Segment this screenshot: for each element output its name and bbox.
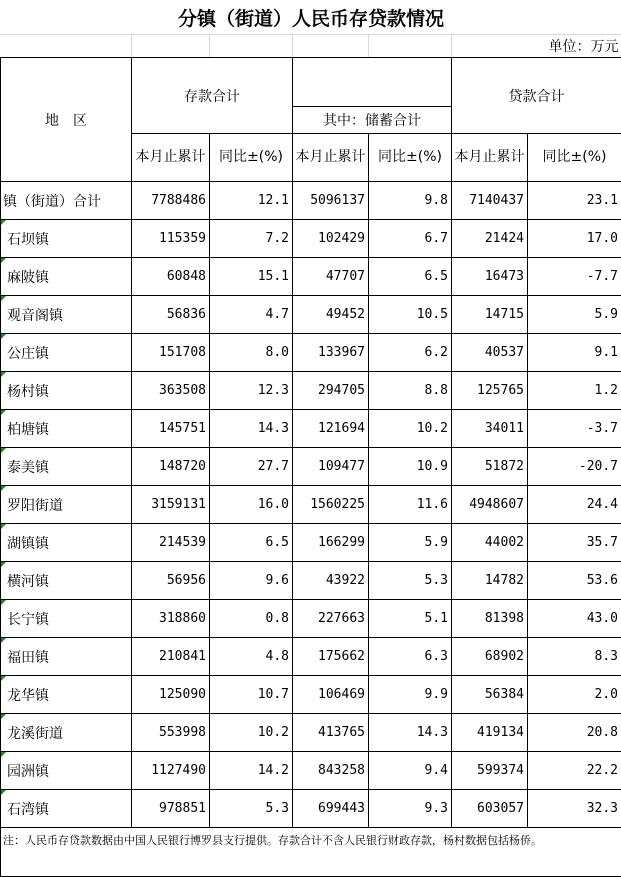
- deposit-yoy-cell[interactable]: 7.2: [210, 220, 293, 258]
- loan-cumulative-cell[interactable]: 603057: [452, 790, 528, 828]
- cell-marker-icon: [1, 562, 6, 567]
- deposit-cumulative-cell[interactable]: 7788486: [132, 182, 210, 220]
- loan-yoy-cell[interactable]: 53.6: [528, 562, 621, 600]
- table-row: [1, 714, 621, 752]
- loan-yoy-cell[interactable]: 20.8: [528, 714, 621, 752]
- deposit-cumulative-cell[interactable]: 214539: [132, 524, 210, 562]
- savings-cumulative-cell[interactable]: 109477: [293, 448, 369, 486]
- table-row: [1, 182, 621, 220]
- region-name: 石湾镇: [7, 802, 49, 818]
- loan-yoy-cell[interactable]: 24.4: [528, 486, 621, 524]
- savings-yoy-cell[interactable]: 11.6: [369, 486, 452, 524]
- table-row: [1, 676, 621, 714]
- savings-cumulative-cell[interactable]: 102429: [293, 220, 369, 258]
- deposit-cumulative-cell[interactable]: 145751: [132, 410, 210, 448]
- header-savings: 其中：储蓄合计: [293, 107, 452, 134]
- savings-yoy-cell[interactable]: 5.1: [369, 600, 452, 638]
- blank-cell[interactable]: [132, 35, 210, 58]
- savings-cumulative-cell[interactable]: 133967: [293, 334, 369, 372]
- region-name-cell[interactable]: [1, 258, 132, 296]
- deposit-cumulative-cell[interactable]: 210841: [132, 638, 210, 676]
- blank-cell[interactable]: [369, 35, 452, 58]
- table-row: [1, 600, 621, 638]
- savings-yoy-cell[interactable]: 8.8: [369, 372, 452, 410]
- region-name-cell[interactable]: [1, 182, 132, 220]
- table-row: [1, 562, 621, 600]
- region-name-cell[interactable]: [1, 600, 132, 638]
- loan-yoy-cell[interactable]: 8.3: [528, 638, 621, 676]
- cell-marker-icon: [1, 410, 6, 415]
- deposit-yoy-cell[interactable]: 8.0: [210, 334, 293, 372]
- savings-cumulative-cell[interactable]: 49452: [293, 296, 369, 334]
- cell-marker-icon: [1, 296, 6, 301]
- deposit-yoy-cell[interactable]: 0.8: [210, 600, 293, 638]
- savings-cumulative-cell[interactable]: 5096137: [293, 182, 369, 220]
- deposit-cumulative-cell[interactable]: 3159131: [132, 486, 210, 524]
- region-name: 杨村镇: [7, 384, 49, 400]
- savings-yoy-cell[interactable]: 9.8: [369, 182, 452, 220]
- cell-marker-icon: [1, 676, 6, 681]
- region-name: 泰美镇: [7, 460, 49, 476]
- deposit-yoy-cell[interactable]: 10.7: [210, 676, 293, 714]
- table-row: [1, 334, 621, 372]
- loan-cumulative-cell[interactable]: 21424: [452, 220, 528, 258]
- loan-cumulative-cell[interactable]: 599374: [452, 752, 528, 790]
- savings-cumulative-cell[interactable]: 43922: [293, 562, 369, 600]
- region-name-cell[interactable]: [1, 220, 132, 258]
- table-row: [1, 752, 621, 790]
- region-name: 横河镇: [7, 574, 49, 590]
- loan-cumulative-cell[interactable]: 40537: [452, 334, 528, 372]
- savings-cumulative-cell[interactable]: 843258: [293, 752, 369, 790]
- deposit-cumulative-cell[interactable]: 1127490: [132, 752, 210, 790]
- savings-cumulative-cell[interactable]: 121694: [293, 410, 369, 448]
- deposit-yoy-cell[interactable]: 4.8: [210, 638, 293, 676]
- deposit-cumulative-cell[interactable]: 56956: [132, 562, 210, 600]
- savings-cumulative-cell[interactable]: 227663: [293, 600, 369, 638]
- deposit-yoy-cell[interactable]: 4.7: [210, 296, 293, 334]
- savings-yoy-cell[interactable]: 6.5: [369, 258, 452, 296]
- loan-cumulative-cell[interactable]: 51872: [452, 448, 528, 486]
- header-yoy: 同比±(%): [369, 134, 452, 182]
- cell-marker-icon: [1, 334, 6, 339]
- deposit-yoy-cell[interactable]: 14.2: [210, 752, 293, 790]
- loan-cumulative-cell[interactable]: 81398: [452, 600, 528, 638]
- region-name: 麻陂镇: [7, 270, 49, 286]
- deposit-yoy-cell[interactable]: 9.6: [210, 562, 293, 600]
- cell-marker-icon: [1, 752, 6, 757]
- deposit-cumulative-cell[interactable]: 125090: [132, 676, 210, 714]
- loan-yoy-cell[interactable]: 5.9: [528, 296, 621, 334]
- loan-yoy-cell[interactable]: 23.1: [528, 182, 621, 220]
- savings-cumulative-cell[interactable]: 106469: [293, 676, 369, 714]
- savings-yoy-cell[interactable]: 6.2: [369, 334, 452, 372]
- savings-cumulative-cell[interactable]: 699443: [293, 790, 369, 828]
- header-region: 地 区: [1, 58, 132, 182]
- footnote: 注：人民币存贷款数据由中国人民银行博罗县支行提供。存款合计不含人民银行财政存款，杨村数据包括杨侨。: [1, 828, 621, 877]
- savings-cumulative-cell[interactable]: 175662: [293, 638, 369, 676]
- savings-yoy-cell[interactable]: 9.4: [369, 752, 452, 790]
- savings-yoy-cell[interactable]: 10.5: [369, 296, 452, 334]
- deposit-cumulative-cell[interactable]: 56836: [132, 296, 210, 334]
- savings-cumulative-cell[interactable]: 413765: [293, 714, 369, 752]
- header-yoy: 同比±(%): [528, 134, 621, 182]
- deposit-yoy-cell[interactable]: 12.3: [210, 372, 293, 410]
- deposit-yoy-cell[interactable]: 5.3: [210, 790, 293, 828]
- savings-yoy-cell[interactable]: 5.9: [369, 524, 452, 562]
- savings-yoy-cell[interactable]: 6.7: [369, 220, 452, 258]
- region-name: 镇（街道）合计: [3, 194, 101, 210]
- region-name-cell[interactable]: [1, 638, 132, 676]
- region-name: 柏塘镇: [7, 422, 49, 438]
- table-title: 分镇（街道）人民币存贷款情况: [1, 0, 621, 35]
- header-cumulative: 本月止累计: [293, 134, 369, 182]
- loan-yoy-cell[interactable]: 17.0: [528, 220, 621, 258]
- deposit-cumulative-cell[interactable]: 148720: [132, 448, 210, 486]
- region-name: 石坝镇: [7, 232, 49, 248]
- table-row: [1, 638, 621, 676]
- cell-marker-icon: [1, 524, 6, 529]
- deposit-cumulative-cell[interactable]: 318860: [132, 600, 210, 638]
- savings-yoy-cell[interactable]: 9.3: [369, 790, 452, 828]
- region-name-cell[interactable]: [1, 676, 132, 714]
- cell-marker-icon: [1, 258, 6, 263]
- table-row: [1, 486, 621, 524]
- deposit-yoy-cell[interactable]: 10.2: [210, 714, 293, 752]
- cell-marker-icon: [1, 448, 6, 453]
- table-row: [1, 220, 621, 258]
- loan-cumulative-cell[interactable]: 419134: [452, 714, 528, 752]
- deposit-cumulative-cell[interactable]: 363508: [132, 372, 210, 410]
- cell-marker-icon: [1, 638, 6, 643]
- cell-marker-icon: [1, 486, 6, 491]
- header-loan-total: 贷款合计: [452, 58, 621, 134]
- header-blank: [293, 58, 452, 107]
- loan-yoy-cell[interactable]: 43.0: [528, 600, 621, 638]
- blank-cell[interactable]: [293, 35, 369, 58]
- loan-cumulative-cell[interactable]: 4948607: [452, 486, 528, 524]
- savings-yoy-cell[interactable]: 9.9: [369, 676, 452, 714]
- savings-cumulative-cell[interactable]: 1560225: [293, 486, 369, 524]
- loan-yoy-cell[interactable]: 32.3: [528, 790, 621, 828]
- region-name-cell[interactable]: [1, 562, 132, 600]
- cell-marker-icon: [1, 714, 6, 719]
- loan-cumulative-cell[interactable]: 7140437: [452, 182, 528, 220]
- cell-marker-icon: [1, 790, 6, 795]
- loan-yoy-cell[interactable]: 1.2: [528, 372, 621, 410]
- loan-cumulative-cell[interactable]: 34011: [452, 410, 528, 448]
- loan-cumulative-cell[interactable]: 14782: [452, 562, 528, 600]
- loan-cumulative-cell[interactable]: 125765: [452, 372, 528, 410]
- region-name: 罗阳街道: [7, 498, 63, 514]
- loan-yoy-cell[interactable]: 22.2: [528, 752, 621, 790]
- deposit-yoy-cell[interactable]: 15.1: [210, 258, 293, 296]
- table-row: [1, 372, 621, 410]
- cell-marker-icon: [1, 220, 6, 225]
- deposit-yoy-cell[interactable]: 12.1: [210, 182, 293, 220]
- region-name-cell[interactable]: [1, 410, 132, 448]
- deposit-yoy-cell[interactable]: 6.5: [210, 524, 293, 562]
- header-cumulative: 本月止累计: [132, 134, 210, 182]
- deposit-cumulative-cell[interactable]: 553998: [132, 714, 210, 752]
- deposit-yoy-cell[interactable]: 14.3: [210, 410, 293, 448]
- loan-yoy-cell[interactable]: 9.1: [528, 334, 621, 372]
- savings-cumulative-cell[interactable]: 47707: [293, 258, 369, 296]
- region-name-cell[interactable]: [1, 752, 132, 790]
- region-name: 福田镇: [7, 650, 49, 666]
- blank-cell[interactable]: [1, 35, 132, 58]
- loan-cumulative-cell[interactable]: 44002: [452, 524, 528, 562]
- region-name: 观音阁镇: [7, 308, 63, 324]
- header-cumulative: 本月止累计: [452, 134, 528, 182]
- region-name: 长宁镇: [7, 612, 49, 628]
- table-row: [1, 790, 621, 828]
- deposit-yoy-cell[interactable]: 16.0: [210, 486, 293, 524]
- savings-yoy-cell[interactable]: 10.2: [369, 410, 452, 448]
- loan-yoy-cell[interactable]: 35.7: [528, 524, 621, 562]
- deposit-cumulative-cell[interactable]: 60848: [132, 258, 210, 296]
- region-name-cell[interactable]: [1, 448, 132, 486]
- region-name-cell[interactable]: [1, 714, 132, 752]
- savings-yoy-cell[interactable]: 10.9: [369, 448, 452, 486]
- region-name-cell[interactable]: [1, 372, 132, 410]
- unit-label: 单位：万元: [452, 35, 621, 58]
- loan-cumulative-cell[interactable]: 56384: [452, 676, 528, 714]
- deposit-cumulative-cell[interactable]: 978851: [132, 790, 210, 828]
- region-name: 湖镇镇: [7, 536, 49, 552]
- blank-cell[interactable]: [210, 35, 293, 58]
- loan-yoy-cell[interactable]: -7.7: [528, 258, 621, 296]
- loan-cumulative-cell[interactable]: 68902: [452, 638, 528, 676]
- table-row: [1, 410, 621, 448]
- loan-yoy-cell[interactable]: -3.7: [528, 410, 621, 448]
- header-deposit-total: 存款合计: [132, 58, 293, 134]
- cell-marker-icon: [1, 600, 6, 605]
- region-name: 园洲镇: [7, 764, 49, 780]
- table-body: [1, 182, 621, 828]
- region-name-cell[interactable]: [1, 334, 132, 372]
- loan-cumulative-cell[interactable]: 16473: [452, 258, 528, 296]
- table-row: [1, 296, 621, 334]
- region-name: 公庄镇: [7, 346, 49, 362]
- loan-cumulative-cell[interactable]: 14715: [452, 296, 528, 334]
- deposit-cumulative-cell[interactable]: 151708: [132, 334, 210, 372]
- table-row: [1, 258, 621, 296]
- region-name-cell[interactable]: [1, 296, 132, 334]
- savings-yoy-cell[interactable]: 14.3: [369, 714, 452, 752]
- cell-marker-icon: [1, 372, 6, 377]
- savings-yoy-cell[interactable]: 6.3: [369, 638, 452, 676]
- savings-yoy-cell[interactable]: 5.3: [369, 562, 452, 600]
- header-yoy: 同比±(%): [210, 134, 293, 182]
- loan-yoy-cell[interactable]: 2.0: [528, 676, 621, 714]
- loan-yoy-cell[interactable]: -20.7: [528, 448, 621, 486]
- region-name-cell[interactable]: [1, 790, 132, 828]
- table-row: [1, 524, 621, 562]
- region-name: 龙华镇: [7, 688, 49, 704]
- savings-cumulative-cell[interactable]: 166299: [293, 524, 369, 562]
- savings-cumulative-cell[interactable]: 294705: [293, 372, 369, 410]
- region-name: 龙溪街道: [7, 726, 63, 742]
- region-name-cell[interactable]: [1, 524, 132, 562]
- table-row: [1, 448, 621, 486]
- region-name-cell[interactable]: [1, 486, 132, 524]
- deposit-cumulative-cell[interactable]: 115359: [132, 220, 210, 258]
- deposit-yoy-cell[interactable]: 27.7: [210, 448, 293, 486]
